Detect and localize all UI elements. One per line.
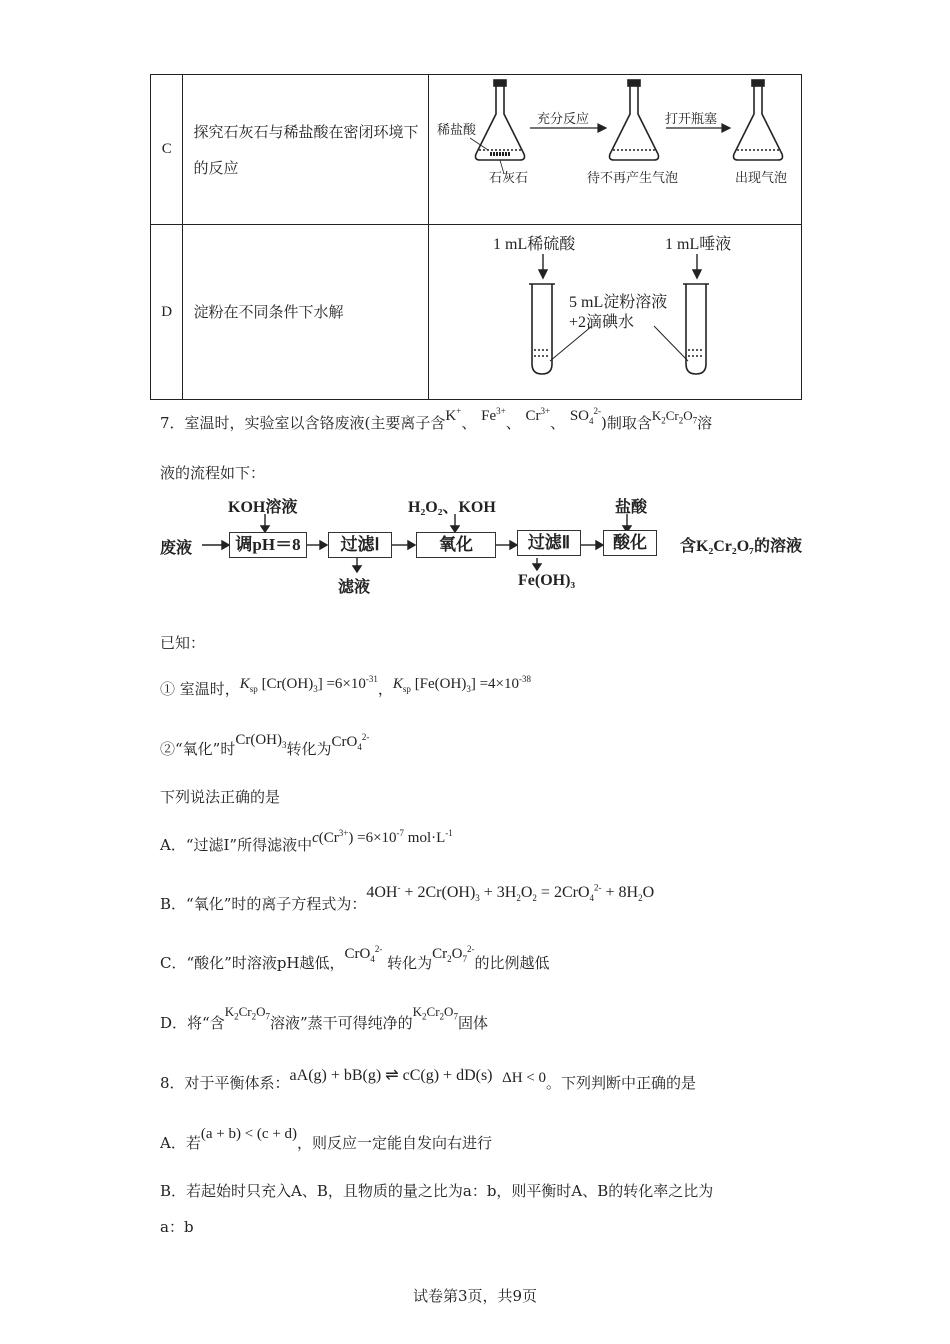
known-2-cro4: CrO$_4^{2-}$ [331,732,370,752]
q7-option-d[interactable] [160,1004,488,1034]
q7-option-a[interactable] [160,828,453,855]
q7-option-b-text: B．“氧化”时的离子方程式为： [160,895,367,913]
q7-ion-fe: $Fe^{3+}$ [481,406,506,424]
q7-option-d-text-a: D．将“含 [160,1014,225,1032]
q8-option-b-line2: a：b [160,1218,194,1236]
q8-delta-h: ΔH < 0 [502,1070,547,1086]
q7-option-c-cro4: CrO$_4^{2-}$ [344,944,383,964]
known-2-croh3: $Cr(OH)_3$ [235,732,287,750]
q7-stem-text-b: )制取含 [601,414,652,432]
label-step-open: 打开瓶塞 [665,112,718,127]
label-iodine-water: +2滴碘水 [569,314,635,331]
option-d-label: D [151,225,183,400]
flow-box-adjust-ph: 调pH＝8 [229,532,307,558]
flow-output-feoh3: Fe(OH)₃ [518,572,576,589]
q8-stem-text-b: 。下列判断中正确的是 [546,1074,697,1092]
known-title: 已知： [160,634,206,652]
option-c-label: C [151,75,183,225]
flow-box-filter-2: 过滤Ⅱ [517,530,581,556]
q7-option-c-cr2o7: $Cr_2O_7^{2-}$ [432,944,475,964]
known-item-1: ① 室温时，$K_{sp}$ $[Cr(OH)_3] =6\times 10^{-31}$，$K_{sp}$ $[Fe(OH)_3] =4\times 10^{-38}$ [160,674,532,698]
flow-product: 含K₂Cr₂O₇的溶液 [680,538,802,555]
q7-option-c[interactable] [160,944,550,974]
flask-2-icon [610,80,659,160]
q7-option-d-formula-1: $K_2Cr_2O_7$ [224,1004,270,1022]
label-no-bubbles: 待不再产生气泡 [587,171,679,186]
q7-question: 下列说法正确的是 [160,788,281,806]
label-bubbles: 出现气泡 [735,171,788,186]
q7-option-c-text-a: C．“酸化”时溶液pH越低， [160,954,345,972]
q7-option-c-text-b: 转化为 [387,954,433,972]
q7-option-c-text-c: 的比例越低 [474,954,550,972]
q8-option-a-text-a: A．若 [160,1134,201,1152]
q7-stem-text: 7．室温时，实验室以含铬废液(主要离子含 [160,414,446,432]
option-c-figure [429,75,802,225]
q7-ion-so4: $SO_4^{2-}$ [569,406,602,426]
q8-equilibrium: aA(g) + bB(g) ⇌ cC(g) + dD(s) [289,1067,493,1084]
table-row-d [151,225,802,400]
flow-box-oxidize: 氧化 [416,532,496,558]
known-1-prefix: ① 室温时， [160,680,240,698]
q8-option-a[interactable] [160,1126,493,1153]
option-c-description: 探究石灰石与稀盐酸在密闭环境下的反应 [183,75,429,225]
label-starch-solution: 5 mL淀粉溶液 [569,294,668,311]
experiment-table [150,74,802,400]
known-2-prefix: ②“氧化”时 [160,740,236,758]
q7-option-b[interactable] [160,882,655,915]
q7-ion-cr: $Cr^{3+}$ [525,406,551,424]
flow-start-waste: 废液 [160,540,193,557]
q7-option-d-text-b: 溶液”蒸干可得纯净的 [269,1014,413,1032]
q7-option-a-text: A．“过滤Ⅰ”所得滤液中 [160,836,313,854]
flow-reagent-koh: KOH溶液 [228,499,298,516]
option-d-description: 淀粉在不同条件下水解 [183,225,429,400]
flow-reagent-h2o2: H₂O₂、KOH [408,499,496,516]
known-1-ksp-cr: $K_{sp}$ $[Cr(OH)_3] =6\times 10^{-31}$ [239,674,378,694]
q7-ion-k: K+ [445,406,462,424]
q8-option-a-text-b: ，则反应一定能自发向右进行 [297,1134,493,1152]
known-2-mid: 转化为 [286,740,332,758]
q7-stem-line2: 液的流程如下： [160,464,266,482]
q8-option-b-line1[interactable]: B．若起始时只充入A、B，且物质的量之比为a：b，则平衡时A、B的转化率之比为 [160,1182,714,1200]
q8-stem [160,1067,697,1093]
arrow-down-icon [539,254,701,278]
q7-stem-line1: 7．室温时，实验室以含铬废液(主要离子含K+、 $Fe^{3+}$、 $Cr^{3+}$、 $SO_4^{2-}$)制取含$K_2Cr_2O_7$溶 [160,406,713,432]
q7-option-a-formula: $c(Cr^{3+}) =6\times 10^{-7}$ $mol\cdot L^{-1}$ [312,828,453,846]
flask-3-icon [734,80,783,160]
flow-box-acidify: 酸化 [603,530,657,556]
q7-option-d-text-c: 固体 [457,1014,488,1032]
option-d-figure [429,225,802,400]
flask-1-icon [476,80,525,160]
known-1-ksp-fe: $K_{sp}$ $[Fe(OH)_3] =4\times 10^{-38}$ [392,674,532,694]
label-limestone: 石灰石 [489,171,529,186]
q7-formula-k2cr2o7: $K_2Cr_2O_7$ [651,408,698,426]
label-saliva: 1 mL唾液 [665,236,732,253]
q7-stem-text-c: 溶 [697,414,713,432]
label-step-react: 充分反应 [537,112,590,127]
label-dilute-h2so4: 1 mL稀硫酸 [493,236,576,253]
q8-stem-text-a: 8．对于平衡体系： [160,1074,290,1092]
page-footer: 试卷第3页，共9页 [412,1287,538,1305]
q8-option-a-formula: (a + b) < (c + d) [200,1126,298,1142]
flask-reaction-diagram [430,76,800,223]
flow-box-filter-1: 过滤Ⅰ [328,532,392,558]
table-row-c [151,75,802,225]
flow-output-filtrate: 滤液 [338,579,371,596]
flow-reagent-hcl: 盐酸 [615,499,648,516]
known-item-2 [160,732,370,760]
label-dilute-hcl: 稀盐酸 [437,123,477,138]
q7-option-d-formula-2: $K_2Cr_2O_7$ [412,1004,458,1022]
q7-option-b-equation: $4OH^- + 2Cr(OH)_3 + 3H_2O_2 = 2CrO_4^{2-} + 8H_2O$ [366,882,655,904]
